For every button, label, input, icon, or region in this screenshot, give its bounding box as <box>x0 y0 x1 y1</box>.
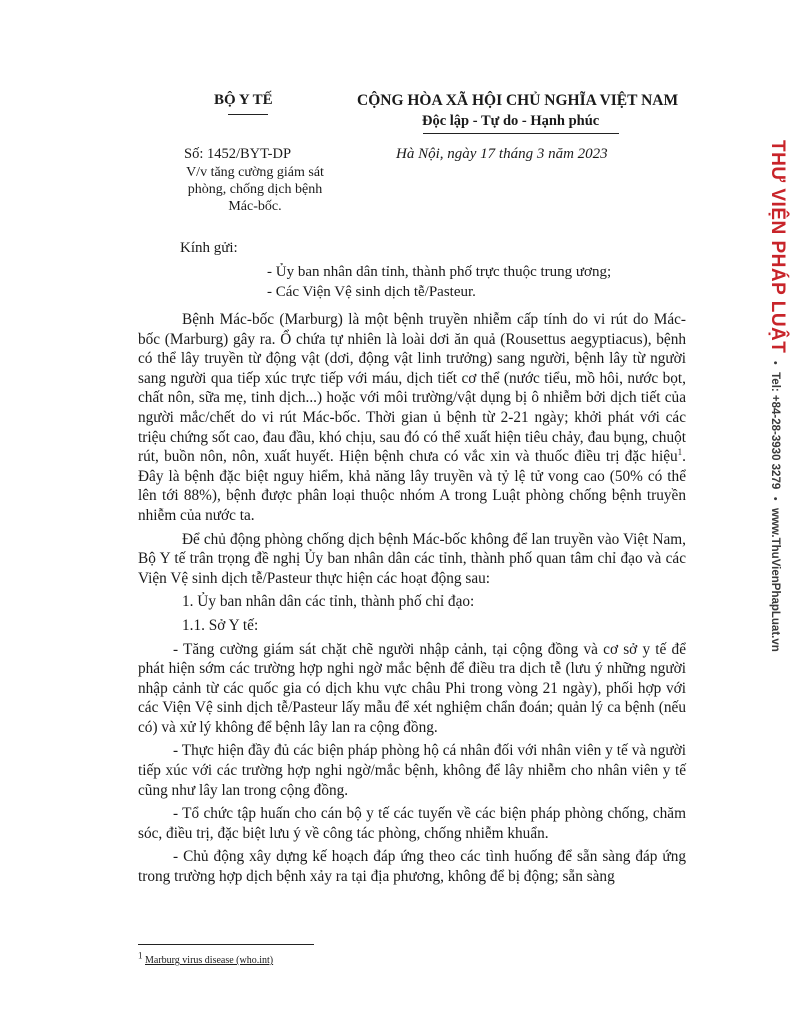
recipient-item: - Các Viện Vệ sinh dịch tễ/Pasteur. <box>267 284 476 300</box>
republic-title: CỘNG HÒA XÃ HỘI CHỦ NGHĨA VIỆT NAM <box>357 92 679 109</box>
paragraph-request: Để chủ động phòng chống dịch bệnh Mác-bốc không để lan truyền vào Việt Nam, Bộ Y tế trân trọng đề nghị Ủy ban nhân dân các tỉnh, thành phố quan tâm chỉ đạo và các Viện Vệ sinh dịch tễ/Pasteur thực hiện các hoạt động sau: <box>138 530 686 587</box>
bullet-training: - Tổ chức tập huấn cho cán bộ y tế các tuyến về các biện pháp phòng chống, chăm sóc, điều trị, đặc biệt lưu ý về công tác phòng, chống nhiễm khuẩn. <box>138 805 686 842</box>
paragraph-intro <box>138 310 686 526</box>
salutation: Kính gửi: <box>180 240 238 256</box>
footnote-link[interactable]: Marburg virus disease (who.int) <box>145 955 274 966</box>
subject-line: phòng, chống dịch bệnh <box>187 182 323 197</box>
bullet-response-plan: - Chủ động xây dựng kế hoạch đáp ứng theo các tình huống để sẵn sàng đáp ứng trong trường hợp dịch bệnh xảy ra tại địa phương, không để bị động; sẵn sàng <box>138 848 686 886</box>
section-heading-1-1: 1.1. Sở Y tế: <box>182 616 259 634</box>
ministry-name: BỘ Y TẾ <box>214 92 273 108</box>
watermark <box>766 140 788 652</box>
watermark-brand: THƯ VIỆN PHÁP LUẬT <box>767 140 788 354</box>
motto-underline <box>423 133 619 134</box>
watermark-website: www.ThuVienPhapLuat.vn <box>769 508 781 652</box>
section-heading-1: 1. Ủy ban nhân dân các tỉnh, thành phố chỉ đạo: <box>182 593 475 611</box>
watermark-separator-icon: • <box>769 496 781 501</box>
recipient-item: - Ủy ban nhân dân tỉnh, thành phố trực thuộc trung ương; <box>267 264 612 280</box>
ministry-underline <box>228 114 268 115</box>
footnote-separator <box>138 944 314 945</box>
recipient-list <box>267 262 611 302</box>
document-date: Hà Nội, ngày 17 tháng 3 năm 2023 <box>396 146 608 162</box>
subject-line: Mác-bốc. <box>228 199 282 214</box>
document-subject <box>170 164 340 215</box>
footnote <box>138 950 274 966</box>
intro-text-cont: . Đây là bệnh đặc biệt nguy hiểm, khả năng lây truyền và tỷ lệ tử vong cao (50% có thể lên tới 88%), bệnh được phân loại thuộc nhóm A trong Luật phòng chống bệnh truyền nhiễm của nước ta. <box>138 448 686 524</box>
intro-text: Bệnh Mác-bốc (Marburg) là một bệnh truyền nhiễm cấp tính do vi rút do Mác-bốc (Marburg) gây ra. Ổ chứa tự nhiên là loài dơi ăn quả (Rousettus aegyptiacus), bệnh có thể lây truyền từ động vật (dơi, động vật linh trưởng) sang người, bệnh lây từ người sang người qua tiếp xúc trực tiếp với máu, dịch tiết cơ thể (nước tiểu, mồ hôi, nước bọt, chất nôn, sữa mẹ, tinh dịch...) hoặc với môi trường/vật dụng bị ô nhiễm bởi dịch tiết của người mắc/chết do vi rút Mác-bốc. Thời gian ủ bệnh từ 2-21 ngày; khởi phát với các triệu chứng sốt cao, đau đầu, khó chịu, sau đó có thể xuất hiện tiêu chảy, đau bụng, chuột rút, buồn nôn, nôn, xuất huyết. Hiện bệnh chưa có vắc xin và thuốc điều trị đặc hiệu <box>138 311 686 466</box>
footnote-ref[interactable]: 1 <box>677 447 683 458</box>
letter-body <box>138 310 686 891</box>
document-number: Số: 1452/BYT-DP <box>184 146 292 162</box>
bullet-protection: - Thực hiện đầy đủ các biện pháp phòng hộ cá nhân đối với nhân viên y tế và người tiếp xúc với các trường hợp nghi ngờ/mắc bệnh, không để lây nhiễm cho nhân viên y tế cũng như lây lan trong cộng đồng. <box>138 742 686 799</box>
bullet-surveillance: - Tăng cường giám sát chặt chẽ người nhập cảnh, tại cộng đồng và cơ sở y tế để phát hiện sớm các trường hợp nghi ngờ mắc bệnh để điều tra dịch tễ (lưu ý những người nhập cảnh từ các quốc gia có dịch khu vực châu Phi trong vòng 21 ngày), phối hợp với các Viện Vệ sinh dịch tễ/Pasteur lấy mẫu để xét nghiệm chẩn đoán; quản lý ca bệnh (nếu có) và xử lý không để bệnh lây lan ra cộng đồng. <box>138 640 686 736</box>
watermark-phone: Tel: +84-28-3930 3279 <box>769 372 781 490</box>
watermark-separator-icon: • <box>769 360 781 365</box>
national-motto: Độc lập - Tự do - Hạnh phúc <box>422 113 600 129</box>
subject-line: V/v tăng cường giám sát <box>186 165 324 180</box>
footnote-mark: 1 <box>138 950 143 961</box>
